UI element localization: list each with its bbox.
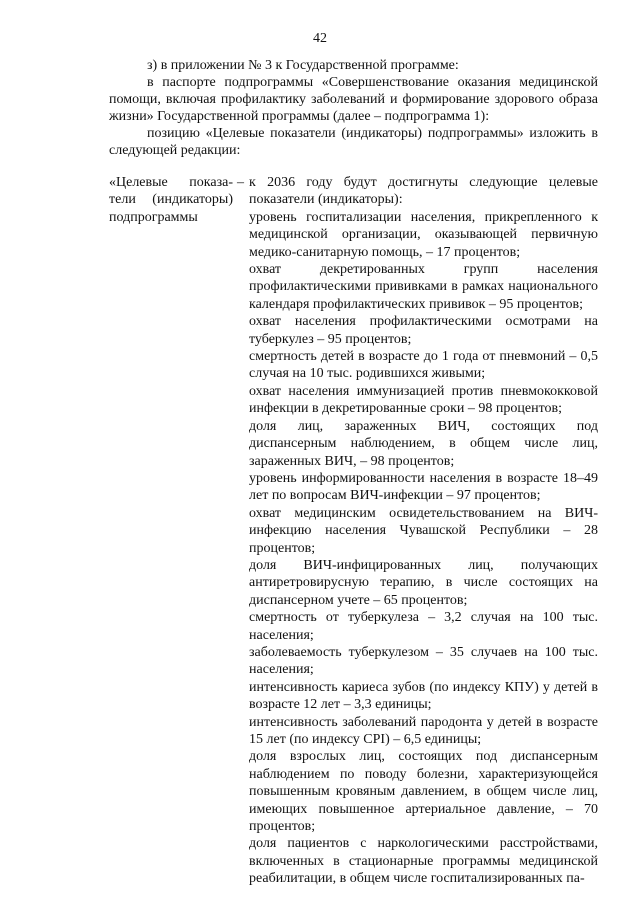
indicator-item: интенсивность заболеваний пародонта у детей в возрасте 15 лет (по индексу CPI) – 6,5 единицы;	[249, 714, 598, 747]
indicator-item: доля ВИЧ-инфицированных лиц, получающих антиретровирусную терапию, в числе состоящих на диспансерном учете – 65 процентов;	[249, 557, 598, 608]
label-line: тели (индикаторы)	[109, 192, 233, 208]
indicator-item: уровень информированности населения в возрасте 18–49 лет по вопросам ВИЧ-инфекции – 97 процентов;	[249, 470, 598, 504]
indicator-item: охват медицинским освидетельствованием на ВИЧ-инфекцию населения Чувашской Республики – 28 процентов;	[249, 505, 598, 556]
label-line: «Целевые показа-	[109, 175, 233, 190]
indicator-item: смертность от туберкулеза – 3,2 случая на 100 тыс. населения;	[249, 610, 598, 643]
indicators-list	[249, 174, 598, 888]
intro-paragraph: позицию «Целевые показатели (индикаторы) подпрограммы» изложить в следующей редакции:	[109, 125, 598, 158]
indicator-item: доля взрослых лиц, состоящих под диспансерным наблюдением по поводу болезни, характеризующейся повышенным кровяным давлением, в общем числе лиц, имеющих повышенное артериальное давление, – 70 процентов;	[249, 749, 598, 835]
intro-paragraph: з) в приложении № 3 к Государственной программе:	[147, 58, 459, 73]
indicator-item: доля пациентов с наркологическими расстройствами, включенных в стационарные программы медицинской реабилитации, в общем числе госпитализированных па-	[249, 836, 598, 887]
intro-paragraph: в паспорте подпрограммы «Совершенствование оказания медицинской помощи, включая профилактику заболеваний и формирование здорового образа жизни» Государственной программы (далее – подпрограмма 1):	[109, 74, 598, 124]
label-line: подпрограммы	[109, 209, 198, 225]
indicator-item: уровень госпитализации населения, прикрепленного к медицинской организации, оказывающей первичную медико-санитарную помощь, – 17 процентов;	[249, 209, 598, 260]
indicator-item: заболеваемость туберкулезом – 35 случаев на 100 тыс. населения;	[249, 644, 598, 678]
indicator-item: к 2036 году будут достигнуты следующие целевые показатели (индикаторы):	[249, 175, 598, 208]
indicator-item: охват декретированных групп населения профилактическими прививками в рамках национального календаря профилактических прививок – 95 процентов;	[249, 262, 598, 312]
indicator-item: охват населения иммунизацией против пневмококковой инфекции в декретированные сроки – 98 процентов;	[249, 383, 598, 417]
intro-text	[109, 58, 598, 159]
indicator-item: охват населения профилактическими осмотрами на туберкулез – 95 процентов;	[249, 314, 598, 347]
page-number: 42	[313, 31, 327, 46]
label-dash: –	[237, 175, 244, 190]
indicator-item: доля лиц, зараженных ВИЧ, состоящих под диспансерным наблюдением, в общем числе лиц, зараженных ВИЧ, – 98 процентов;	[249, 418, 598, 469]
indicators-label	[109, 174, 233, 226]
indicator-item: смертность детей в возрасте до 1 года от пневмоний – 0,5 случая на 10 тыс. родившихся живыми;	[249, 349, 598, 382]
indicator-item: интенсивность кариеса зубов (по индексу КПУ) у детей в возрасте 12 лет – 3,3 единицы;	[249, 679, 598, 713]
